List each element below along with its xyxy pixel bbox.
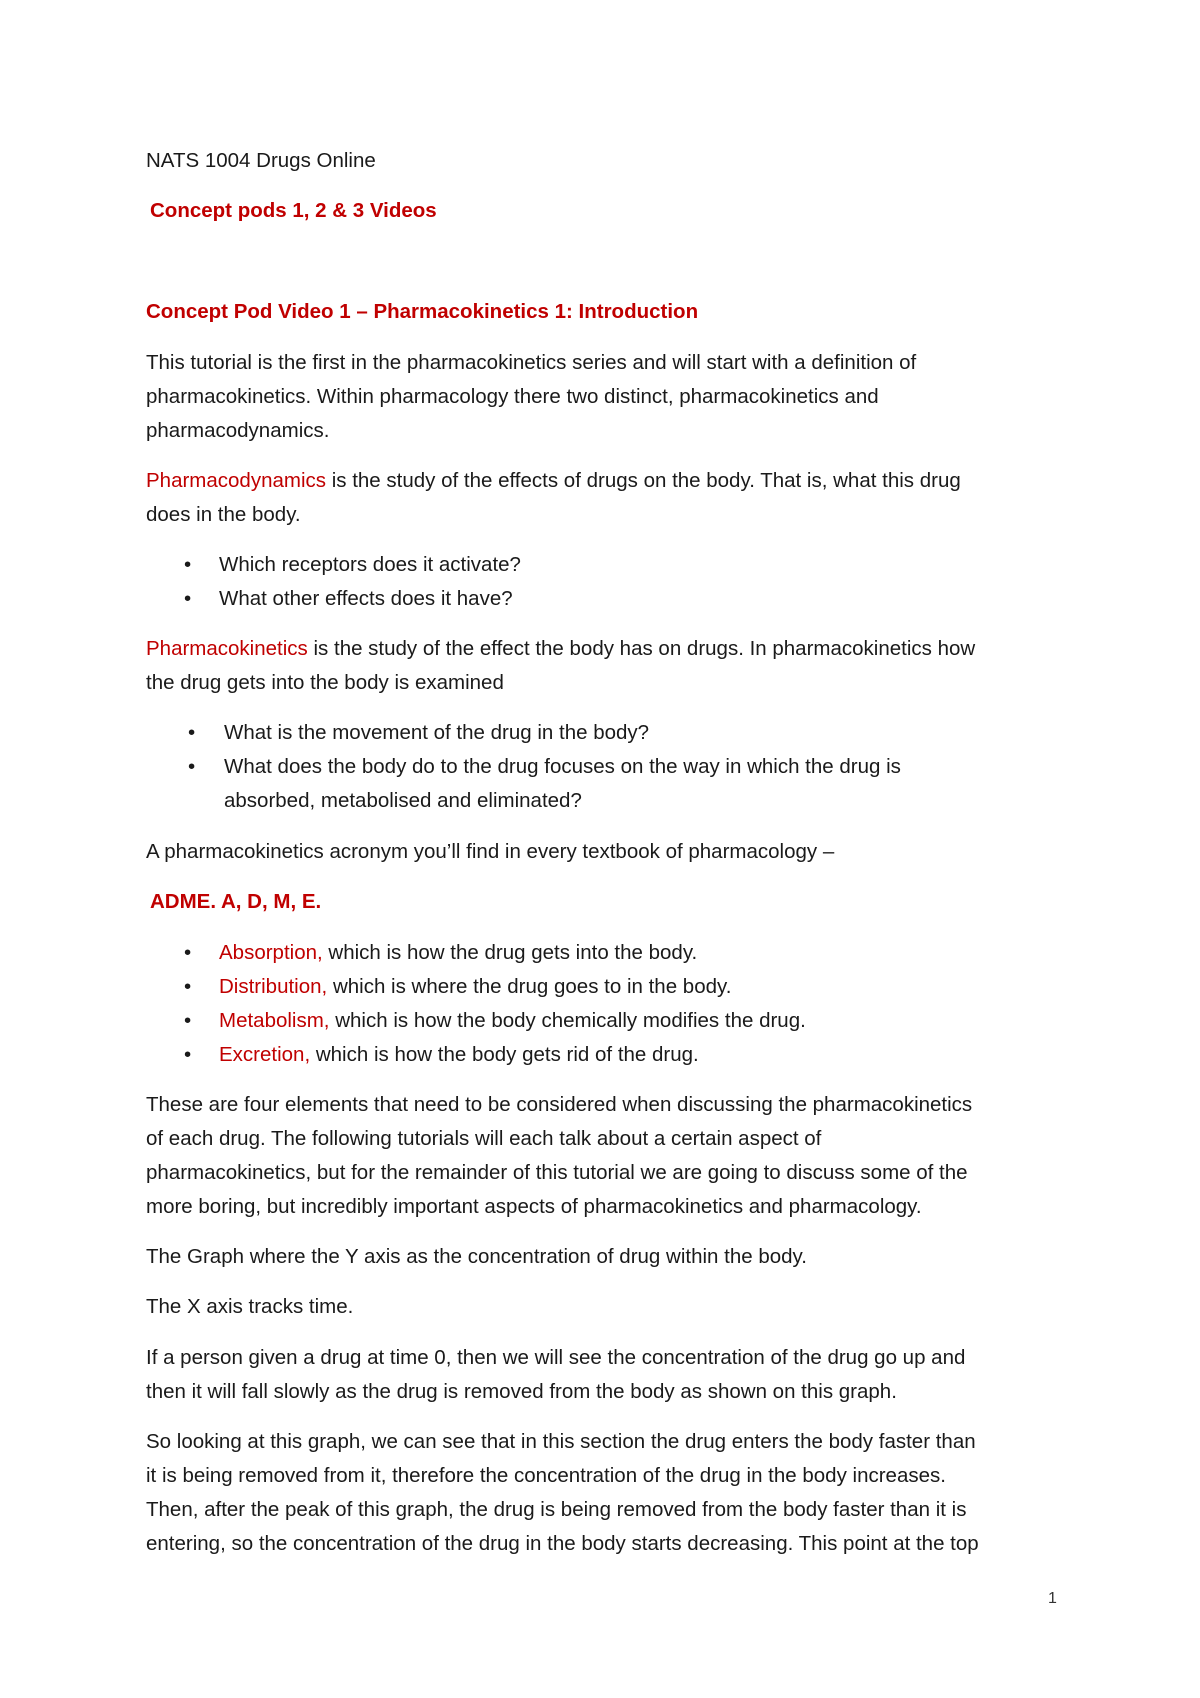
- adme-item: [219, 974, 731, 1000]
- graph-y-axis-text: The Graph where the Y axis as the concentration of drug within the body.: [146, 1245, 807, 1268]
- adme-description: which is how the body gets rid of the drug.: [310, 1043, 699, 1066]
- acronym-intro: A pharmacokinetics acronym you’ll find in every textbook of pharmacology –: [146, 840, 835, 863]
- intro-line: pharmacodynamics.: [146, 419, 330, 442]
- adme-item: [219, 1042, 699, 1068]
- list-item: Which receptors does it activate?: [219, 553, 521, 576]
- course-title: NATS 1004 Drugs Online: [146, 149, 376, 172]
- bullet-icon: •: [188, 721, 196, 744]
- bullet-icon: •: [184, 941, 192, 964]
- pharmacodynamics-term: Pharmacodynamics: [146, 469, 327, 492]
- section-heading: Concept Pod Video 1 – Pharmacokinetics 1: Introduction: [146, 300, 699, 323]
- list-item: What does the body do to the drug focuses on the way in which the drug is: [224, 755, 901, 778]
- document-subtitle: Concept pods 1, 2 & 3 Videos: [150, 199, 437, 222]
- definition-text: is the study of the effects of drugs on the body. That is, what this drug: [326, 469, 961, 492]
- list-item: What is the movement of the drug in the body?: [224, 721, 650, 744]
- bullet-icon: •: [188, 755, 196, 778]
- body-paragraph-line: entering, so the concentration of the drug in the body starts decreasing. This point at the top: [146, 1532, 979, 1555]
- adme-heading: ADME. A, D, M, E.: [150, 890, 322, 913]
- bullet-icon: •: [184, 553, 192, 576]
- body-paragraph-line: then it will fall slowly as the drug is removed from the body as shown on this graph.: [146, 1380, 897, 1403]
- definition-text: does in the body.: [146, 503, 301, 526]
- pharmacokinetics-term: Pharmacokinetics: [146, 637, 308, 660]
- body-paragraph-line: If a person given a drug at time 0, then we will see the concentration of the drug go up and: [146, 1346, 966, 1369]
- intro-line: This tutorial is the first in the pharmacokinetics series and will start with a definition of: [146, 351, 917, 374]
- bullet-icon: •: [184, 1043, 192, 1066]
- graph-x-axis-text: The X axis tracks time.: [146, 1295, 354, 1318]
- body-paragraph-line: of each drug. The following tutorials will each talk about a certain aspect of: [146, 1127, 822, 1150]
- body-paragraph-line: Then, after the peak of this graph, the drug is being removed from the body faster than it is: [146, 1498, 967, 1521]
- body-paragraph-line: These are four elements that need to be considered when discussing the pharmacokinetics: [146, 1093, 973, 1116]
- pharmacodynamics-definition: [146, 468, 961, 494]
- definition-text: the drug gets into the body is examined: [146, 671, 504, 694]
- adme-term: Distribution,: [219, 975, 328, 998]
- adme-description: which is where the drug goes to in the body.: [327, 975, 732, 998]
- pharmacokinetics-definition: [146, 636, 975, 662]
- intro-line: pharmacokinetics. Within pharmacology there two distinct, pharmacokinetics and: [146, 385, 879, 408]
- bullet-icon: •: [184, 587, 192, 610]
- adme-term: Metabolism,: [219, 1009, 330, 1032]
- page-number: 1: [1048, 1590, 1057, 1607]
- definition-text: is the study of the effect the body has on drugs. In pharmacokinetics how: [307, 637, 976, 660]
- adme-term: Excretion,: [219, 1043, 311, 1066]
- adme-description: which is how the body chemically modifies the drug.: [329, 1009, 806, 1032]
- bullet-icon: •: [184, 1009, 192, 1032]
- adme-term: Absorption,: [219, 941, 323, 964]
- list-item-continuation: absorbed, metabolised and eliminated?: [224, 789, 582, 812]
- body-paragraph-line: it is being removed from it, therefore the concentration of the drug in the body increases.: [146, 1464, 946, 1487]
- adme-description: which is how the drug gets into the body.: [322, 941, 698, 964]
- body-paragraph-line: So looking at this graph, we can see that in this section the drug enters the body faster than: [146, 1430, 976, 1453]
- adme-item: [219, 1008, 806, 1034]
- body-paragraph-line: more boring, but incredibly important aspects of pharmacokinetics and pharmacology.: [146, 1195, 922, 1218]
- bullet-icon: •: [184, 975, 192, 998]
- adme-item: [219, 940, 697, 966]
- body-paragraph-line: pharmacokinetics, but for the remainder of this tutorial we are going to discuss some of the: [146, 1161, 968, 1184]
- list-item: What other effects does it have?: [219, 587, 513, 610]
